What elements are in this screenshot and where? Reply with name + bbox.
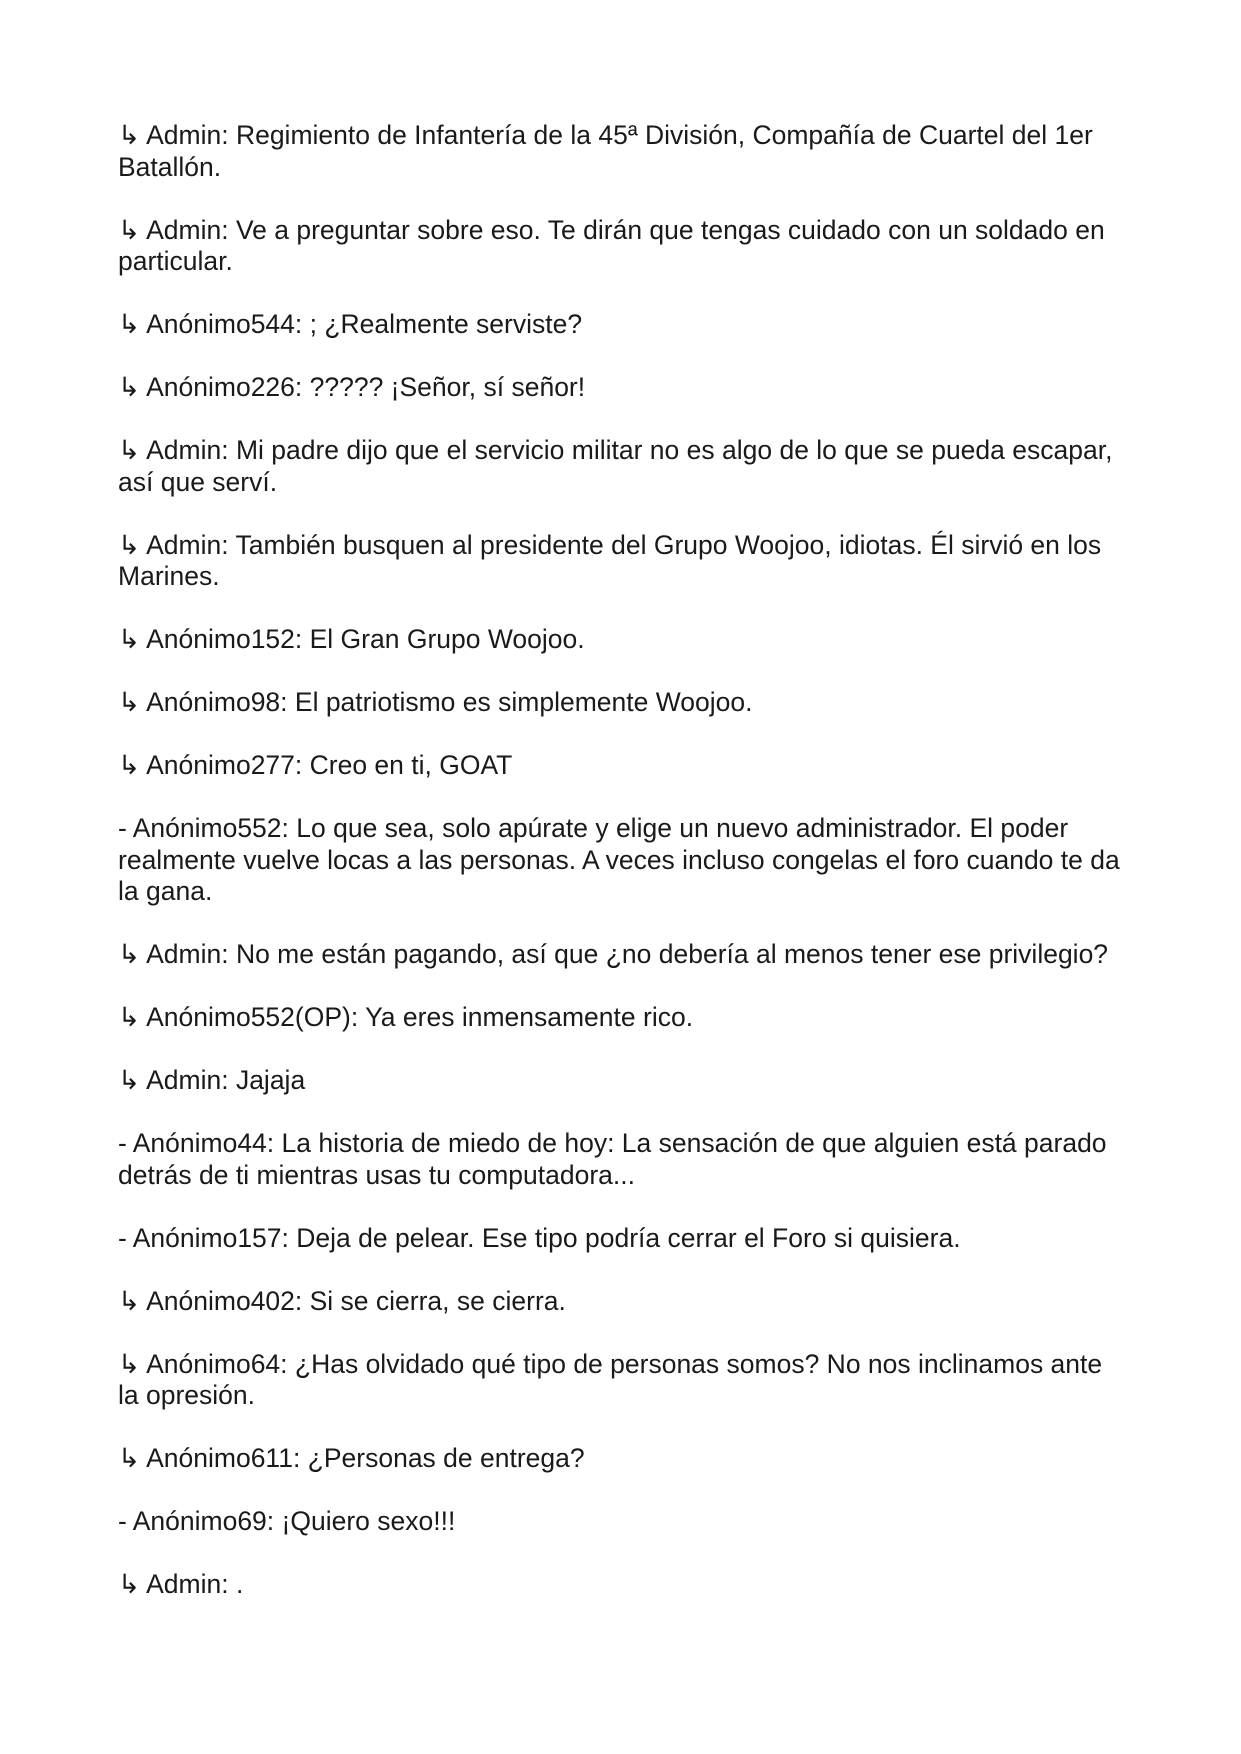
reply-anon152: ↳ Anónimo152: El Gran Grupo Woojoo. bbox=[118, 624, 585, 654]
reply-anon544: ↳ Anónimo544: ; ¿Realmente serviste? bbox=[118, 309, 583, 339]
reply-anon98: ↳ Anónimo98: El patriotismo es simplemente Woojoo. bbox=[118, 687, 753, 717]
reply-anon611: ↳ Anónimo611: ¿Personas de entrega? bbox=[118, 1443, 585, 1473]
reply-admin-privilege: ↳ Admin: No me están pagando, así que ¿no debería al menos tener ese privilegio? bbox=[118, 939, 1109, 969]
reply-anon402: ↳ Anónimo402: Si se cierra, se cierra. bbox=[118, 1285, 566, 1316]
reply-admin-ask: ↳ Admin: Ve a preguntar sobre eso. Te dirán que tengas cuidado con un soldado en particular. bbox=[118, 214, 1105, 276]
reply-admin-father: ↳ Admin: Mi padre dijo que el servicio militar no es algo de lo que se pueda escapar, así que serví. bbox=[118, 435, 1113, 497]
comment-anon157: - Anónimo157: Deja de pelear. Ese tipo podría cerrar el Foro si quisiera. bbox=[118, 1222, 961, 1253]
reply-admin-woojoo: ↳ Admin: También busquen al presidente del Grupo Woojoo, idiotas. Él sirvió en los Marines. bbox=[118, 529, 1102, 591]
reply-anon64: ↳ Anónimo64: ¿Has olvidado qué tipo de personas somos? No nos inclinamos ante la opresión. bbox=[118, 1348, 1103, 1410]
reply-anon277: ↳ Anónimo277: Creo en ti, GOAT bbox=[118, 750, 513, 780]
reply-admin-laugh: ↳ Admin: Jajaja bbox=[118, 1065, 306, 1095]
reply-admin-dot: ↳ Admin: . bbox=[118, 1569, 244, 1599]
comment-anon69: - Anónimo69: ¡Quiero sexo!!! bbox=[118, 1506, 456, 1536]
forum-thread bbox=[118, 120, 1128, 1632]
comment-anon44: - Anónimo44: La historia de miedo de hoy: La sensación de que alguien está parado detrás de ti mientras usas tu computadora... bbox=[118, 1128, 1107, 1190]
reply-anon226: ↳ Anónimo226: ????? ¡Señor, sí señor! bbox=[118, 372, 586, 402]
reply-anon552-op: ↳ Anónimo552(OP): Ya eres inmensamente rico. bbox=[118, 1002, 694, 1032]
comment-anon552: - Anónimo552: Lo que sea, solo apúrate y elige un nuevo administrador. El poder realmente vuelve locas a las personas. A veces incluso congelas el foro cuando te da la gana. bbox=[118, 813, 1120, 906]
reply-admin-regiment: ↳ Admin: Regimiento de Infantería de la 45ª División, Compañía de Cuartel del 1er Batallón. bbox=[118, 120, 1093, 182]
